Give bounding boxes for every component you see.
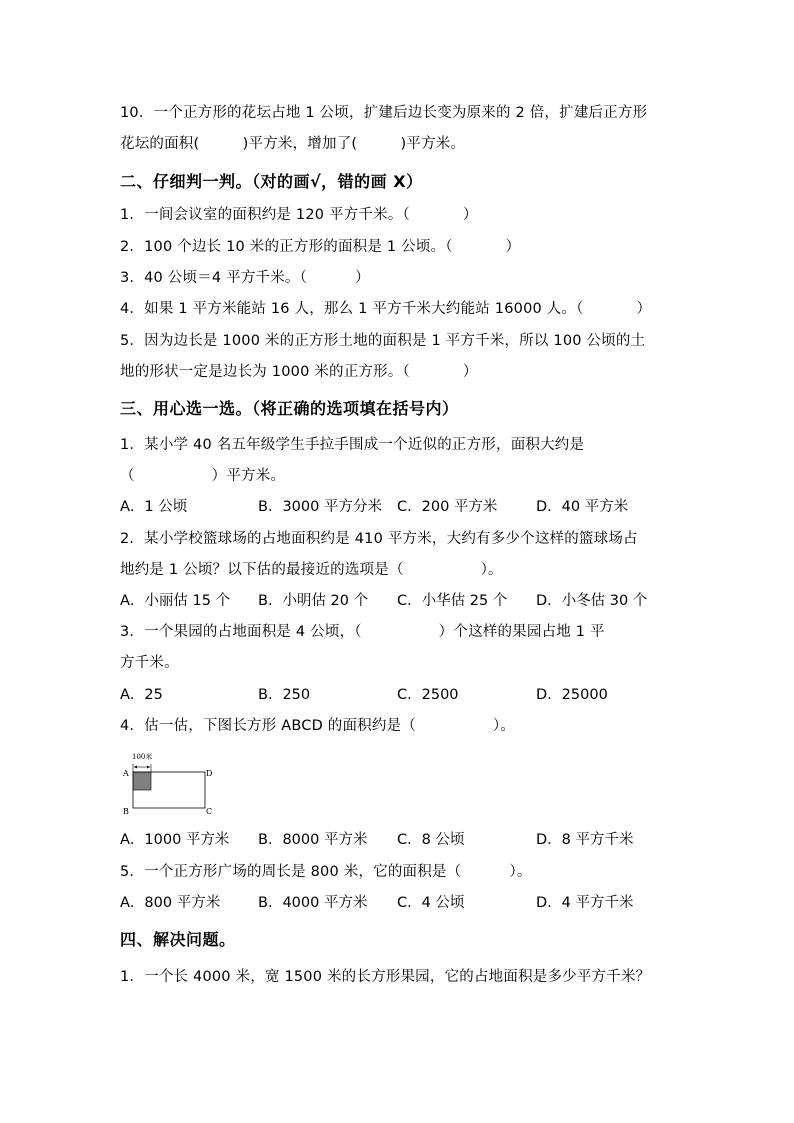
choice-q1-option-c: C．200 平方米 (397, 499, 498, 515)
q10-line2: 花坛的面积( )平方米，增加了( )平方米。 (120, 136, 466, 152)
choice-q2-option-d: D．小冬估 30 个 (536, 593, 648, 609)
choice-q2-line1: 2．某小学校篮球场的占地面积约是 410 平方米，大约有多少个这样的篮球场占 (120, 531, 638, 547)
vertex-b-label: B (123, 807, 129, 816)
choice-q2-option-b: B．小明估 20 个 (258, 593, 369, 609)
scale-label: 100米 (132, 753, 153, 761)
vertex-d-label: D (206, 769, 213, 778)
choice-q3-option-d: D．25000 (536, 687, 608, 703)
scale-arrow-right-icon (147, 766, 150, 769)
unit-square (133, 772, 151, 790)
rectangle-abcd-figure (118, 750, 218, 816)
choice-q3-option-b: B．250 (258, 687, 311, 703)
judge-item-5-line2: 地的形状一定是边长为 1000 米的正方形。（ ） (120, 364, 478, 380)
vertex-a-label: A (123, 769, 129, 778)
choice-q1-option-d: D．40 平方米 (536, 499, 629, 515)
judge-item-5-line1: 5．因为边长是 1000 米的正方形土地的面积是 1 平方千米，所以 100 公顷的土 (120, 333, 646, 349)
choice-q3-option-c: C．2500 (397, 687, 459, 703)
choice-q5-option-a: A．800 平方米 (120, 895, 221, 911)
choice-q2-line2: 地约是 1 公顷？以下估的最接近的选项是（ ）。 (120, 562, 503, 578)
choice-q4-option-a: A．1000 平方米 (120, 832, 230, 848)
choice-q1-option-b: B．3000 平方分米 (258, 499, 382, 515)
choice-q1-line2: （ ）平方米。 (120, 468, 286, 484)
section4-title: 四、解决问题。 (120, 930, 236, 949)
choice-q4-line1: 4．估一估，下图长方形 ABCD 的面积约是（ ）。 (120, 718, 516, 734)
q10-line1: 10．一个正方形的花坛占地 1 公顷，扩建后边长变为原来的 2 倍，扩建后正方形 (120, 105, 648, 121)
choice-q1-line1: 1．某小学 40 名五年级学生手拉手围成一个近似的正方形，面积大约是 (120, 437, 585, 453)
choice-q4-option-d: D．8 平方千米 (536, 832, 634, 848)
choice-q2-option-c: C．小华估 25 个 (397, 593, 508, 609)
choice-q3-line1: 3．一个果园的占地面积是 4 公顷，（ ）个这样的果园占地 1 平 (120, 624, 605, 640)
choice-q1-option-a: A．1 公顷 (120, 499, 188, 515)
choice-q5-option-c: C．4 公顷 (397, 895, 465, 911)
problem-q1: 1．一个长 4000 米，宽 1500 米的长方形果园，它的占地面积是多少平方千米？ (120, 969, 651, 985)
choice-q5-line1: 5．一个正方形广场的周长是 800 米，它的面积是（ ）。 (120, 864, 532, 880)
choice-q2-option-a: A．小丽估 15 个 (120, 593, 231, 609)
judge-item-2: 2．100 个边长 10 米的正方形的面积是 1 公顷。（ ） (120, 239, 521, 255)
choice-q3-line2: 方千米。 (120, 655, 179, 671)
judge-item-1: 1．一间会议室的面积约是 120 平方千米。（ ） (120, 207, 478, 223)
judge-item-3: 3．40 公顷＝4 平方千米。（ ） (120, 270, 370, 286)
judge-item-4: 4．如果 1 平方米能站 16 人，那么 1 平方千米大约能站 16000 人。（ ） (120, 301, 652, 317)
choice-q4-option-c: C．8 公顷 (397, 832, 465, 848)
section3-title: 三、用心选一选。（将正确的选项填在括号内） (120, 399, 459, 418)
choice-q5-option-b: B．4000 平方米 (258, 895, 368, 911)
choice-q5-option-d: D．4 平方千米 (536, 895, 634, 911)
vertex-c-label: C (206, 807, 213, 816)
scale-arrow-left-icon (134, 766, 137, 769)
choice-q4-option-b: B．8000 平方米 (258, 832, 368, 848)
section2-title: 二、仔细判一判。（对的画√，错的画 X） (120, 172, 423, 191)
choice-q3-option-a: A．25 (120, 687, 163, 703)
